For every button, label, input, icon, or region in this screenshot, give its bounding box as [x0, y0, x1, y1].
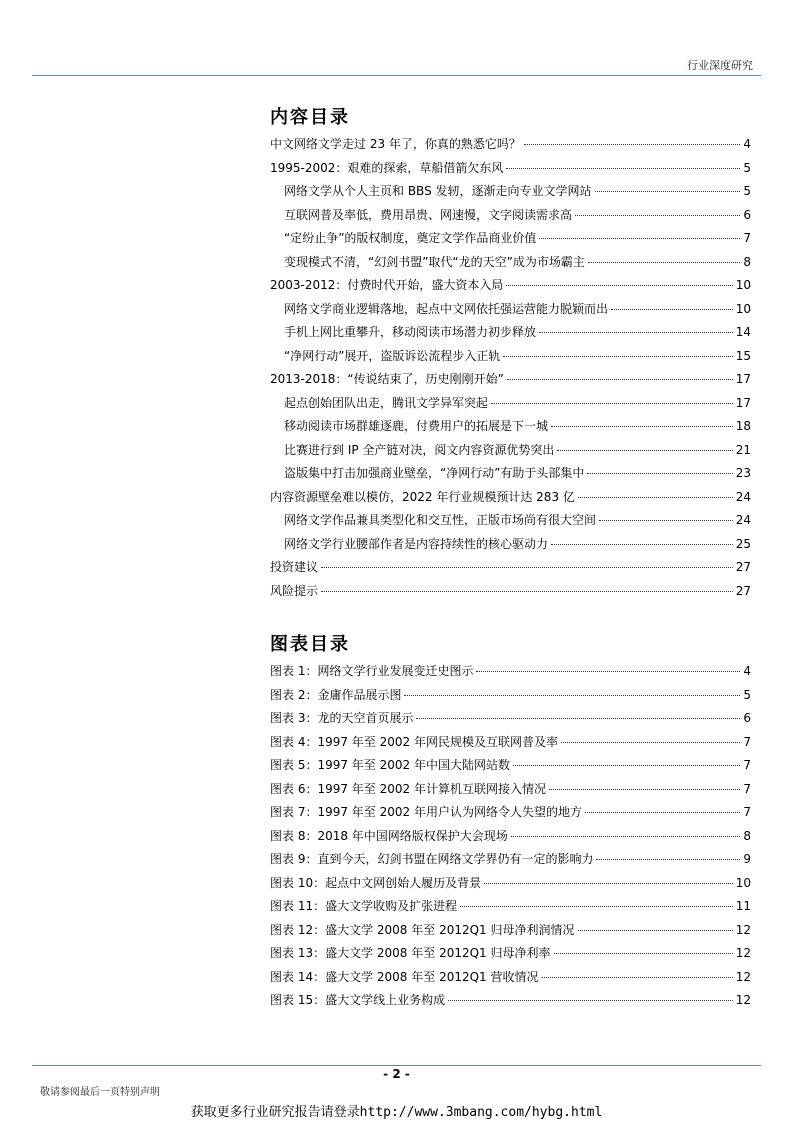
figure-entry-title: 图表 2：金庸作品展示图: [270, 687, 402, 702]
contents-entry-page: 17: [735, 372, 751, 386]
contents-entry[interactable]: [270, 227, 751, 249]
dot-leader: [575, 215, 740, 216]
figure-entry[interactable]: [270, 660, 751, 682]
dot-leader: [611, 309, 733, 310]
figure-entry-title: 图表 15：盛大文学线上业务构成: [270, 993, 446, 1007]
contents-entry-page: 18: [735, 419, 751, 433]
figure-entry-title: 图表 7：1997 年至 2002 年用户认为网络令人失望的地方: [270, 805, 582, 819]
dot-leader: [506, 285, 732, 286]
dot-leader: [595, 191, 741, 192]
contents-entry[interactable]: [270, 415, 751, 437]
dot-leader: [321, 591, 733, 592]
contents-entry-title: 中文网络文学走过 23 年了，你真的熟悉它吗？: [270, 137, 521, 151]
contents-entry-title: 网络文学商业逻辑落地，起点中文网依托强运营能力脱颖而出: [284, 301, 609, 316]
dot-leader: [460, 906, 733, 907]
figure-entry[interactable]: [270, 684, 751, 706]
report-type-label: 行业深度研究: [687, 59, 753, 72]
dot-leader: [578, 930, 733, 931]
dot-leader: [551, 426, 733, 427]
figure-entry[interactable]: [270, 966, 751, 988]
contents-entry-page: 23: [735, 466, 751, 480]
dot-leader: [585, 812, 740, 813]
contents-entry-title: 2013-2018：“传说结束了，历史刚刚开始”: [270, 372, 504, 386]
contents-entry[interactable]: [270, 392, 751, 414]
figure-entry-page: 7: [743, 734, 751, 749]
figure-entry[interactable]: [270, 895, 751, 917]
dot-leader: [416, 718, 740, 719]
dot-leader: [539, 238, 740, 239]
contents-entry-page: 27: [735, 560, 751, 574]
contents-entry-title: 网络文学作品兼具类型化和交互性，正版市场尚有很大空间: [284, 513, 597, 527]
contents-entry-title: 手机上网比重攀升，移动阅读市场潜力初步释放: [284, 325, 537, 339]
figure-entry-title: 图表 14：盛大文学 2008 年至 2012Q1 营收情况: [270, 969, 539, 984]
footer-divider: [32, 1065, 761, 1066]
contents-entry-page: 27: [735, 583, 751, 598]
figure-entry-title: 图表 13：盛大文学 2008 年至 2012Q1 归母净利率: [270, 946, 551, 960]
contents-entry-title: 网络文学从个人主页和 BBS 发轫，逐渐走向专业文学网站: [284, 184, 592, 198]
figure-entry-title: 图表 1：网络文学行业发展变迁史图示: [270, 664, 474, 678]
dot-leader: [551, 544, 733, 545]
figures-title: 图表目录: [270, 634, 350, 655]
disclaimer-note: 敬请参阅最后一页特别声明: [40, 1087, 160, 1098]
contents-entry-title: 内容资源壁垒难以模仿，2022 年行业规模预计达 283 亿: [270, 489, 575, 504]
contents-entry[interactable]: [270, 180, 751, 202]
contents-entry-page: 14: [735, 325, 751, 339]
contents-entry-page: 21: [735, 442, 751, 457]
contents-entry[interactable]: [270, 133, 751, 155]
figure-entry[interactable]: [270, 707, 751, 729]
figure-entry-page: 10: [735, 875, 751, 890]
contents-entry-page: 10: [735, 301, 751, 316]
contents-entry-title: “净网行动”展开，盗版诉讼流程步入正轨: [284, 348, 501, 363]
contents-entry-page: 5: [743, 160, 751, 175]
contents-entry[interactable]: [270, 439, 751, 461]
contents-entry-title: “定纷止争”的版权制度，奠定文学作品商业价值: [284, 231, 537, 245]
contents-entry[interactable]: [270, 486, 751, 508]
dot-leader: [539, 332, 733, 333]
dot-leader: [542, 977, 733, 978]
contents-entry[interactable]: [270, 251, 751, 273]
dot-leader: [321, 567, 733, 568]
contents-entry-title: 2003-2012：付费时代开始，盛大资本入局: [270, 278, 504, 292]
dot-leader: [513, 765, 740, 766]
contents-entry[interactable]: [270, 580, 751, 602]
figure-entry-page: 12: [735, 922, 751, 937]
contents-entry-page: 17: [735, 395, 751, 410]
contents-entry-page: 6: [743, 207, 751, 222]
contents-entry-title: 移动阅读市场群雄逐鹿，付费用户的拓展是下一城: [284, 419, 549, 433]
dot-leader: [596, 859, 740, 860]
dot-leader: [554, 953, 733, 954]
contents-entry-page: 5: [743, 184, 751, 198]
dot-leader: [506, 168, 740, 169]
figure-entry[interactable]: [270, 778, 751, 800]
contents-entry[interactable]: [270, 157, 751, 179]
contents-entry[interactable]: [270, 274, 751, 296]
contents-entry-page: 24: [735, 513, 751, 527]
dot-leader: [557, 450, 732, 451]
dot-leader: [599, 520, 733, 521]
figure-entry[interactable]: [270, 731, 751, 753]
figure-entry-page: 9: [743, 852, 751, 866]
figure-entry-page: 12: [735, 993, 751, 1007]
contents-entry-page: 10: [735, 278, 751, 292]
dot-leader: [549, 789, 740, 790]
dot-leader: [484, 883, 733, 884]
figure-entry-page: 12: [735, 946, 751, 960]
header-divider: [32, 75, 761, 76]
contents-entry-title: 互联网普及率低，费用昂贵、网速慢，文字阅读需求高: [284, 207, 573, 222]
figure-entry-page: 6: [743, 711, 751, 725]
dot-leader: [578, 497, 733, 498]
dot-leader: [491, 403, 733, 404]
contents-entry[interactable]: [270, 321, 751, 343]
contents-entry[interactable]: [270, 462, 751, 484]
figure-entry-page: 7: [743, 781, 751, 796]
contents-entry-title: 比赛进行到 IP 全产链对决，阅文内容资源优势突出: [284, 442, 555, 457]
contents-entry[interactable]: [270, 204, 751, 226]
figure-entry-title: 图表 4：1997 年至 2002 年网民规模及互联网普及率: [270, 734, 558, 749]
contents-title: 内容目录: [270, 107, 350, 128]
figure-entry-title: 图表 5：1997 年至 2002 年中国大陆网站数: [270, 758, 510, 772]
figure-entry-page: 4: [743, 664, 751, 678]
figure-entry-page: 7: [743, 758, 751, 772]
contents-entry[interactable]: [270, 509, 751, 531]
dot-leader: [503, 356, 732, 357]
figure-entry-page: 11: [735, 899, 751, 913]
download-link-text[interactable]: 获取更多行业研究报告请登录http://www.3mbang.com/hybg.html: [190, 1105, 603, 1120]
contents-entry-title: 网络文学行业腰部作者是内容持续性的核心驱动力: [284, 536, 549, 551]
figure-entry[interactable]: [270, 872, 751, 894]
figure-entry-title: 图表 12：盛大文学 2008 年至 2012Q1 归母净利润情况: [270, 922, 575, 937]
dot-leader: [561, 742, 740, 743]
dot-leader: [448, 1000, 733, 1001]
figure-entry-page: 7: [743, 805, 751, 819]
figure-entry[interactable]: [270, 825, 751, 847]
page-number: - 2 -: [383, 1067, 410, 1081]
dot-leader: [588, 262, 740, 263]
figure-entry-page: 8: [743, 828, 751, 843]
dot-leader: [404, 695, 740, 696]
contents-entry[interactable]: [270, 298, 751, 320]
contents-entry[interactable]: [270, 556, 751, 578]
figure-entry-page: 5: [743, 687, 751, 702]
contents-entry-title: 1995-2002：艰难的探索，草船借箭欠东风: [270, 160, 504, 175]
contents-entry[interactable]: [270, 345, 751, 367]
contents-entry-title: 风险提示: [270, 583, 319, 598]
dot-leader: [507, 379, 733, 380]
dot-leader: [476, 671, 740, 672]
figure-entry-title: 图表 11：盛大文学收购及扩张进程: [270, 899, 458, 913]
dot-leader: [511, 836, 741, 837]
dot-leader: [587, 473, 732, 474]
figure-entry-title: 图表 6：1997 年至 2002 年计算机互联网接入情况: [270, 781, 546, 796]
dot-leader: [524, 144, 740, 145]
figure-entry-title: 图表 9：直到今天，幻剑书盟在网络文学界仍有一定的影响力: [270, 852, 594, 866]
figure-entry[interactable]: [270, 942, 751, 964]
contents-entry-title: 盗版集中打击加强商业壁垒，“净网行动”有助于头部集中: [284, 466, 585, 480]
contents-entry-page: 15: [735, 348, 751, 363]
contents-entry-title: 起点创始团队出走，腾讯文学异军突起: [284, 395, 489, 410]
contents-entry-title: 投资建议: [270, 560, 319, 574]
figure-entry[interactable]: [270, 848, 751, 870]
figure-entry-title: 图表 10：起点中文网创始人履历及背景: [270, 875, 482, 890]
figure-entry-title: 图表 8：2018 年中国网络版权保护大会现场: [270, 828, 508, 843]
contents-entry-title: 变现模式不清，“幻剑书盟”取代“龙的天空”成为市场霸主: [284, 254, 585, 269]
figure-entry-title: 图表 3：龙的天空首页展示: [270, 711, 414, 725]
figure-entry[interactable]: [270, 919, 751, 941]
contents-entry-page: 24: [735, 489, 751, 504]
figure-entry[interactable]: [270, 801, 751, 823]
figure-entry[interactable]: [270, 989, 751, 1011]
contents-entry-page: 25: [735, 536, 751, 551]
figure-entry-page: 12: [735, 969, 751, 984]
contents-entry[interactable]: [270, 368, 751, 390]
figure-entry[interactable]: [270, 754, 751, 776]
contents-entry[interactable]: [270, 533, 751, 555]
contents-entry-page: 8: [743, 254, 751, 269]
contents-entry-page: 7: [743, 231, 751, 245]
contents-entry-page: 4: [743, 137, 751, 151]
